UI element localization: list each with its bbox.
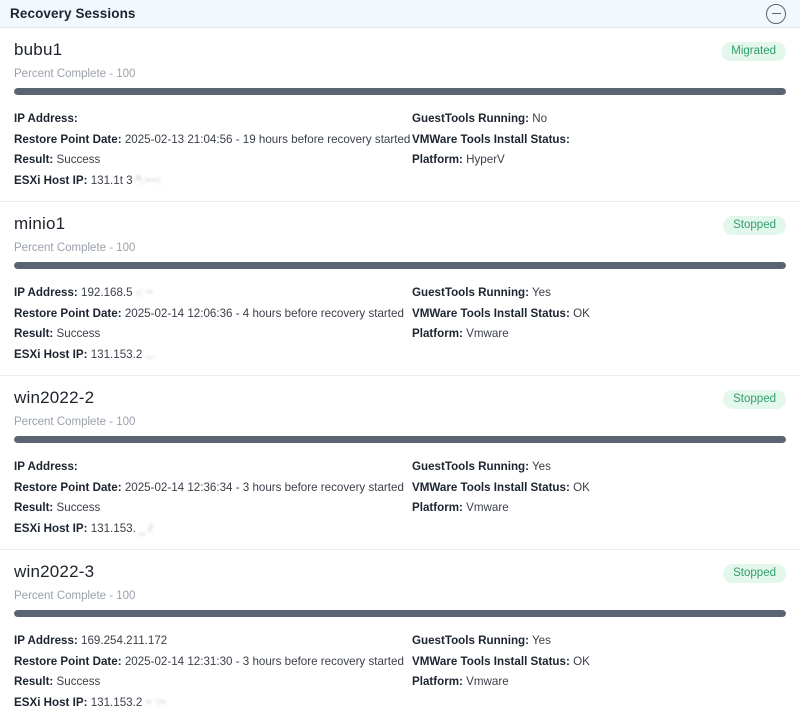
details-column-right xyxy=(412,631,786,713)
ip-address-row xyxy=(14,631,412,652)
sessions-list xyxy=(0,28,800,713)
ip-address-label: IP Address: xyxy=(14,460,78,473)
percent-complete-value: 100 xyxy=(116,242,136,254)
guesttools-running-label: GuestTools Running: xyxy=(412,112,529,125)
esxi-host-ip-label: ESXi Host IP: xyxy=(14,173,88,187)
restore-point-date-value: 2025-02-13 21:04:56 - 19 hours before recovery started xyxy=(124,132,411,146)
percent-complete-value: 100 xyxy=(116,590,136,602)
details-column-left xyxy=(14,631,412,713)
list-item[interactable] xyxy=(0,202,800,376)
result-label: Result: xyxy=(14,501,54,514)
percent-complete-prefix: Percent Complete - xyxy=(14,242,117,254)
session-name: bubu1 xyxy=(14,40,63,59)
result-value: Success xyxy=(56,327,101,340)
ip-address-row xyxy=(14,457,412,478)
ip-address-row xyxy=(14,109,412,130)
guesttools-running-value: Yes xyxy=(532,460,551,473)
ip-address-label: IP Address: xyxy=(14,634,78,647)
vmware-tools-install-status-label: VMWare Tools Install Status: xyxy=(412,132,570,146)
platform-value: Vmware xyxy=(466,501,509,514)
result-label: Result: xyxy=(14,153,54,166)
ip-address-redacted: -: ~ xyxy=(135,286,153,299)
esxi-host-ip-redacted: ... xyxy=(145,347,156,361)
session-header xyxy=(14,562,786,583)
esxi-host-ip-row xyxy=(14,171,412,192)
guesttools-running-value: No xyxy=(532,112,548,125)
platform-label: Platform: xyxy=(412,501,463,514)
details-column-left xyxy=(14,457,412,539)
result-label: Result: xyxy=(14,675,54,688)
percent-complete-prefix: Percent Complete - xyxy=(14,416,117,428)
restore-point-date-label: Restore Point Date: xyxy=(14,306,122,320)
percent-complete-value: 100 xyxy=(116,416,136,428)
progress-bar xyxy=(14,610,786,617)
esxi-host-ip-value: 131.153.2 xyxy=(90,347,143,361)
guesttools-running-value: Yes xyxy=(532,286,551,299)
esxi-host-ip-value: 131.153. xyxy=(90,521,136,535)
platform-label: Platform: xyxy=(412,153,463,166)
session-header xyxy=(14,388,786,409)
guesttools-running-label: GuestTools Running: xyxy=(412,460,529,473)
result-value: Success xyxy=(56,501,101,514)
result-row xyxy=(14,672,412,693)
session-name: win2022-3 xyxy=(14,562,95,581)
result-row xyxy=(14,324,412,345)
progress-bar-fill xyxy=(14,88,786,95)
result-row xyxy=(14,150,412,171)
esxi-host-ip-row xyxy=(14,519,412,540)
platform-label: Platform: xyxy=(412,327,463,340)
guesttools-running-value: Yes xyxy=(532,634,551,647)
platform-row xyxy=(412,672,786,693)
restore-point-date-value: 2025-02-14 12:31:30 - 3 hours before recovery started xyxy=(124,654,404,668)
esxi-host-ip-redacted: _ / xyxy=(139,521,152,535)
session-details xyxy=(14,109,786,191)
esxi-host-ip-label: ESXi Host IP: xyxy=(14,521,88,535)
status-badge: Stopped xyxy=(723,216,786,235)
progress-bar xyxy=(14,436,786,443)
progress-bar xyxy=(14,262,786,269)
vmware-tools-install-status-row xyxy=(412,478,786,499)
percent-complete-label xyxy=(14,590,786,602)
esxi-host-ip-row xyxy=(14,693,412,713)
ip-address-value: 169.254.211.172 xyxy=(81,634,168,647)
percent-complete-value: 100 xyxy=(116,68,136,80)
restore-point-date-row xyxy=(14,478,412,499)
platform-value: HyperV xyxy=(466,153,505,166)
details-column-right xyxy=(412,283,786,365)
restore-point-date-row xyxy=(14,304,412,325)
restore-point-date-label: Restore Point Date: xyxy=(14,654,122,668)
esxi-host-ip-redacted: ~ :~ xyxy=(145,695,166,709)
vmware-tools-install-status-row xyxy=(412,130,786,151)
progress-bar xyxy=(14,88,786,95)
guesttools-running-row xyxy=(412,631,786,652)
progress-bar-fill xyxy=(14,262,786,269)
result-value: Success xyxy=(56,153,101,166)
progress-bar-fill xyxy=(14,436,786,443)
restore-point-date-label: Restore Point Date: xyxy=(14,480,122,494)
vmware-tools-install-status-label: VMWare Tools Install Status: xyxy=(412,480,570,494)
page-title: Recovery Sessions xyxy=(10,6,136,21)
result-row xyxy=(14,498,412,519)
session-header xyxy=(14,214,786,235)
restore-point-date-label: Restore Point Date: xyxy=(14,132,122,146)
list-item[interactable] xyxy=(0,28,800,202)
percent-complete-prefix: Percent Complete - xyxy=(14,590,117,602)
session-header xyxy=(14,40,786,61)
guesttools-running-label: GuestTools Running: xyxy=(412,286,529,299)
result-label: Result: xyxy=(14,327,54,340)
minus-glyph xyxy=(772,13,781,15)
details-column-left xyxy=(14,283,412,365)
vmware-tools-install-status-row xyxy=(412,652,786,673)
percent-complete-label xyxy=(14,242,786,254)
ip-address-label: IP Address: xyxy=(14,112,78,125)
vmware-tools-install-status-label: VMWare Tools Install Status: xyxy=(412,654,570,668)
details-column-right xyxy=(412,457,786,539)
status-badge: Stopped xyxy=(723,564,786,583)
minus-circle-icon[interactable] xyxy=(766,4,786,24)
status-badge: Stopped xyxy=(723,390,786,409)
esxi-host-ip-row xyxy=(14,345,412,366)
vmware-tools-install-status-value: OK xyxy=(573,654,590,668)
guesttools-running-row xyxy=(412,283,786,304)
details-column-left xyxy=(14,109,412,191)
percent-complete-label xyxy=(14,68,786,80)
guesttools-running-label: GuestTools Running: xyxy=(412,634,529,647)
esxi-host-ip-label: ESXi Host IP: xyxy=(14,347,88,361)
progress-bar-fill xyxy=(14,610,786,617)
esxi-host-ip-value: 131.1t 3 xyxy=(90,173,133,187)
restore-point-date-row xyxy=(14,652,412,673)
details-column-right xyxy=(412,109,786,191)
vmware-tools-install-status-label: VMWare Tools Install Status: xyxy=(412,306,570,320)
guesttools-running-row xyxy=(412,109,786,130)
esxi-host-ip-label: ESXi Host IP: xyxy=(14,695,88,709)
session-details xyxy=(14,283,786,365)
vmware-tools-install-status-value: OK xyxy=(573,306,590,320)
ip-address-value: 192.168.5 xyxy=(81,286,133,299)
vmware-tools-install-status-value: OK xyxy=(573,480,590,494)
status-badge: Migrated xyxy=(721,42,786,61)
platform-row xyxy=(412,498,786,519)
restore-point-date-value: 2025-02-14 12:36:34 - 3 hours before recovery started xyxy=(124,480,404,494)
session-details xyxy=(14,631,786,713)
guesttools-running-row xyxy=(412,457,786,478)
list-item[interactable] xyxy=(0,376,800,550)
percent-complete-label xyxy=(14,416,786,428)
platform-value: Vmware xyxy=(466,675,509,688)
result-value: Success xyxy=(56,675,101,688)
esxi-host-ip-value: 131.153.2 xyxy=(90,695,143,709)
percent-complete-prefix: Percent Complete - xyxy=(14,68,117,80)
restore-point-date-value: 2025-02-14 12:06:36 - 4 hours before recovery started xyxy=(124,306,404,320)
session-details xyxy=(14,457,786,539)
ip-address-label: IP Address: xyxy=(14,286,78,299)
panel-header xyxy=(0,0,800,28)
session-name: minio1 xyxy=(14,214,66,233)
ip-address-row xyxy=(14,283,412,304)
vmware-tools-install-status-row xyxy=(412,304,786,325)
list-item[interactable] xyxy=(0,550,800,713)
platform-row xyxy=(412,324,786,345)
platform-row xyxy=(412,150,786,171)
restore-point-date-row xyxy=(14,130,412,151)
platform-value: Vmware xyxy=(466,327,509,340)
session-name: win2022-2 xyxy=(14,388,95,407)
platform-label: Platform: xyxy=(412,675,463,688)
esxi-host-ip-redacted: ^.~~: xyxy=(135,173,162,187)
